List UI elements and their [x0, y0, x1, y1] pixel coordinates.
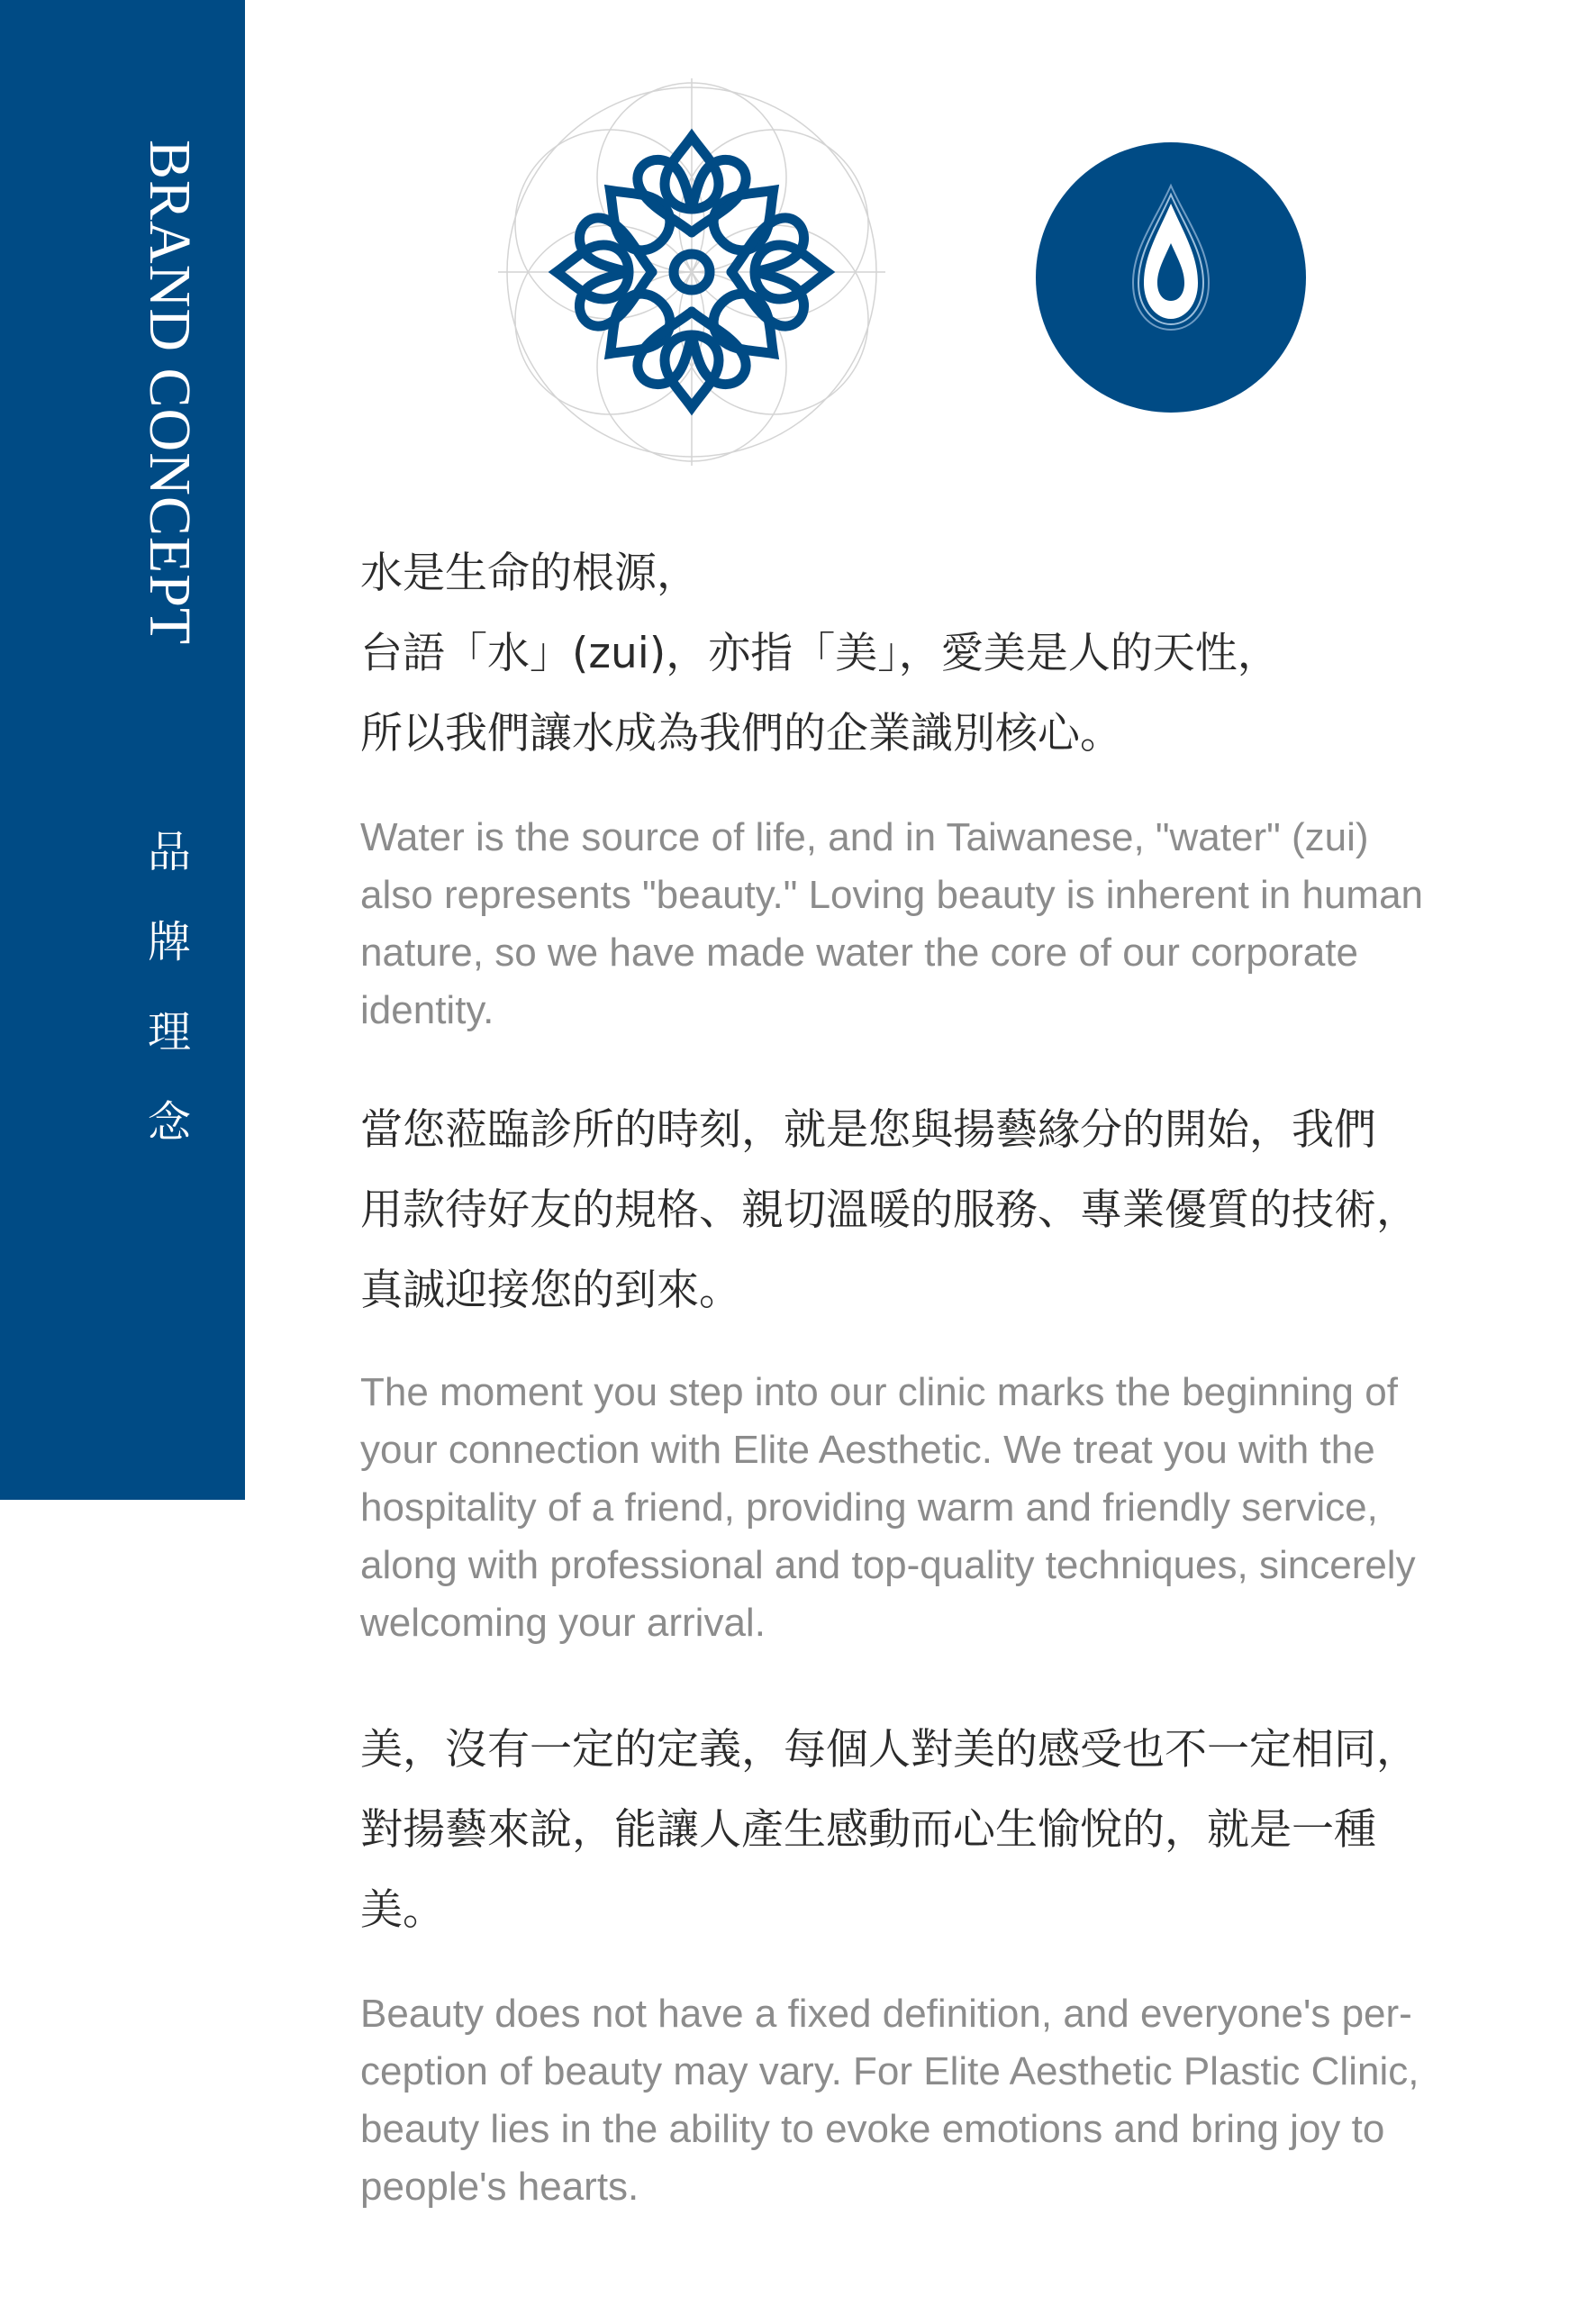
- en-line: along with professional and top-quality techniques, sincerely: [360, 1543, 1416, 1587]
- title-zh-char: 品: [147, 827, 191, 877]
- en-line: nature, so we have made water the core of our corporate: [360, 931, 1358, 975]
- section-3-en: [360, 1985, 1522, 2216]
- section-1-en: [360, 809, 1522, 1040]
- zh-line: 水是生命的根源，: [360, 549, 699, 598]
- zh-line: 對揚藝來說，能讓人產生感動而心生愉悅的，就是一種: [360, 1805, 1376, 1855]
- zh-line: 真誠迎接您的到來。: [360, 1266, 741, 1315]
- water-drop-circle-icon: [1036, 142, 1306, 413]
- en-line: Water is the source of life, and in Taiwanese, "water" (zui): [360, 815, 1369, 859]
- en-line: welcoming your arrival.: [360, 1601, 766, 1645]
- zh-line: 美。: [360, 1885, 445, 1935]
- en-line: The moment you step into our clinic marks the beginning of: [360, 1370, 1398, 1414]
- zh-line: 台語「水」(zui)，亦指「美」，愛美是人的天性，: [360, 629, 1280, 678]
- section-2-en: [360, 1364, 1522, 1652]
- en-line: also represents "beauty." Loving beauty is inherent in human: [360, 873, 1424, 917]
- sidebar-banner: [0, 0, 245, 1500]
- en-line: beauty lies in the ability to evoke emotions and bring joy to: [360, 2107, 1385, 2151]
- en-line: Beauty does not have a fixed definition, and everyone's per-: [360, 1992, 1412, 2036]
- zh-line: 美，沒有一定的定義，每個人對美的感受也不一定相同，: [360, 1725, 1419, 1775]
- water-drop-mandala-icon: [494, 74, 890, 470]
- en-line: your connection with Elite Aesthetic. We treat you with the: [360, 1428, 1375, 1472]
- title-zh-char: 牌: [147, 917, 191, 967]
- title-zh-char: 念: [147, 1097, 191, 1148]
- section-2-zh: [360, 1090, 1513, 1330]
- section-3-zh: [360, 1710, 1513, 1950]
- en-line: identity.: [360, 988, 494, 1032]
- section-1-zh: [360, 533, 1513, 774]
- brand-concept-title-zh: [141, 807, 198, 1167]
- zh-line: 所以我們讓水成為我們的企業識別核心。: [360, 709, 1122, 758]
- en-line: ception of beauty may vary. For Elite Aesthetic Plastic Clinic,: [360, 2049, 1419, 2093]
- brand-concept-title: BRAND CONCEPT: [137, 140, 203, 646]
- en-line: hospitality of a friend, providing warm and friendly service,: [360, 1485, 1378, 1530]
- zh-line: 用款待好友的規格、親切溫暖的服務、專業優質的技術，: [360, 1185, 1419, 1235]
- zh-line: 當您蒞臨診所的時刻，就是您與揚藝緣分的開始，我們: [360, 1105, 1376, 1155]
- title-zh-char: 理: [147, 1007, 191, 1058]
- en-line: people's hearts.: [360, 2165, 639, 2209]
